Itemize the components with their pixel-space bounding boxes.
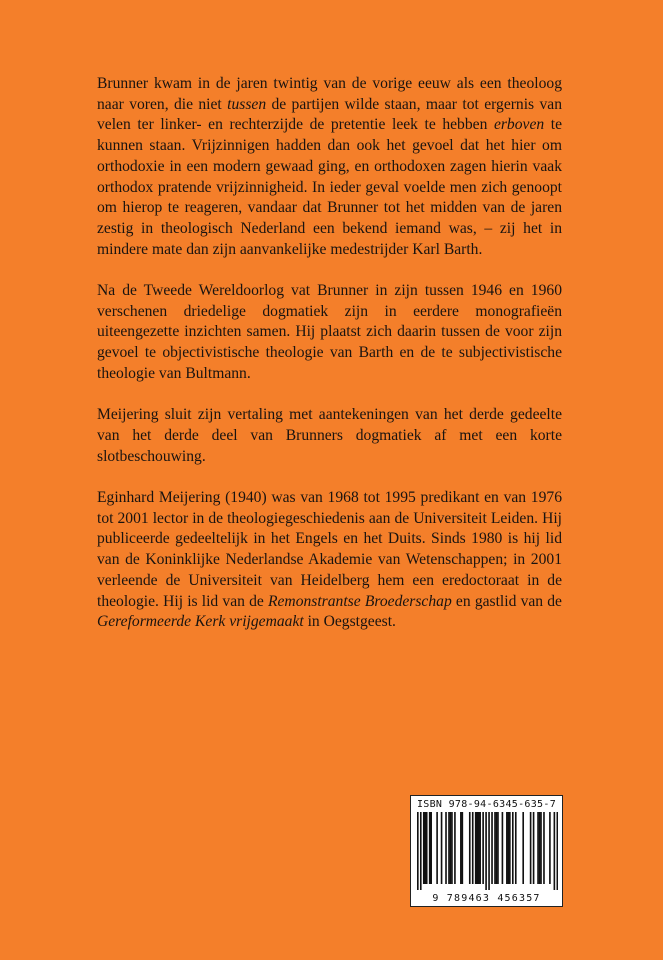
text-run: de partijen wilde staan, maar tot ergernis van velen ter linker- en rechterzijde de pretentie leek te hebben: [97, 95, 563, 134]
barcode-bar: [423, 812, 425, 884]
barcode-bar: [424, 812, 426, 884]
barcode-bar: [509, 812, 511, 884]
barcode-bar: [530, 812, 532, 884]
barcode-bar: [478, 812, 480, 884]
barcode-bar: [497, 812, 499, 884]
barcode-bar: [557, 812, 558, 890]
paragraph-2: [97, 281, 562, 385]
barcode-bar: [460, 812, 462, 884]
barcode-bar: [436, 812, 438, 884]
paragraph-1: [97, 74, 562, 260]
italic-term: Remonstrantse Broederschap: [267, 592, 452, 610]
barcode-bar: [488, 812, 490, 890]
barcode-bar: [445, 812, 447, 884]
text-run: Na de Tweede Wereldoorlog vat Brunner in zijn tussen 1946 en 1960 verschenen driedelige dogmatiek zijn in eerdere monografieën uiteengezette inzichten samen. Hij plaatst zich daarin tussen de voor zijn gevoel te objectivistische theologie van Barth en de te subjectivistische theologie van Bultmann.: [97, 282, 562, 382]
barcode-digits: 9 789463 456357: [432, 893, 541, 904]
barcode-bar: [450, 812, 452, 884]
barcode-bar: [496, 812, 498, 884]
isbn-barcode: [410, 795, 563, 907]
barcode-bar: [522, 812, 524, 884]
barcode-bar: [472, 812, 474, 884]
isbn-label: ISBN 978-94-6345-635-7: [416, 799, 557, 810]
barcode-bar: [448, 812, 450, 884]
barcode-bar: [451, 812, 453, 884]
barcode-bar: [430, 812, 432, 884]
italic-term: tussen: [227, 95, 267, 113]
blurb-text: [97, 74, 562, 654]
text-run: en gastlid van de: [451, 592, 562, 610]
barcode-bar: [441, 812, 443, 884]
barcode-bar: [482, 812, 484, 884]
barcode-bar: [512, 812, 514, 884]
barcode-bar: [475, 812, 477, 884]
barcode-bar: [494, 812, 496, 884]
italic-term: Gereformeerde Kerk vrijgemaakt: [97, 613, 304, 631]
text-run: Brunner kwam in de jaren twintig van de vorige eeuw als een theoloog naar voren, die niet: [97, 75, 562, 113]
text-run: te kunnen staan. Vrijzinnigen hadden dan ook het gevoel dat het hier om orthodoxie in een modern gewaad ging, en orthodoxen zagen hierin vaak orthodox pratende vrijzinnigheid. In ieder geval voelde men zich genoopt om hierop te reageren, vandaar dat Brunner tot het midden van de jaren zestig in theologisch Nederland een bekend iemand was, – zij het in mindere mate dan zijn aanvankelijke medestrijder Karl Barth.: [97, 116, 562, 258]
barcode-bar: [533, 812, 535, 884]
barcode-bar: [506, 812, 508, 884]
barcode-bar: [491, 812, 493, 884]
barcode-bar: [515, 812, 517, 884]
barcode-bar: [539, 812, 541, 884]
barcode-bar: [502, 812, 504, 884]
paragraph-3: [97, 405, 562, 467]
barcode-bar: [454, 812, 456, 884]
barcode-bar: [476, 812, 478, 884]
barcode-bar: [540, 812, 542, 884]
barcode-bar: [420, 812, 422, 890]
barcode-bar: [508, 812, 510, 884]
barcode-bar: [426, 812, 428, 884]
text-run: Meijering sluit zijn vertaling met aantekeningen van het derde gedeelte van het derde deel van Brunners dogmatiek af met een korte slotbeschouwing.: [97, 406, 562, 465]
barcode-bar: [417, 812, 419, 890]
text-run: in Oegstgeest.: [303, 613, 396, 631]
italic-term: erboven: [493, 116, 545, 134]
barcode-bar: [429, 812, 431, 884]
barcode-bar: [462, 812, 464, 884]
barcode-bar: [537, 812, 539, 884]
barcode-bars: [417, 812, 558, 890]
barcode-bar: [469, 812, 471, 884]
barcode-bar: [549, 812, 551, 884]
barcode-bar: [485, 812, 487, 890]
barcode-bar: [554, 812, 556, 890]
barcode-bar: [543, 812, 545, 884]
barcode-bar: [479, 812, 481, 884]
paragraph-author-bio: [97, 488, 562, 633]
text-run: Eginhard Meijering (1940) was van 1968 tot 1995 predikant en van 1976 tot 2001 lector in de theologiegeschiedenis aan de Universiteit Leiden. Hij publiceerde gedeeltelijk in het Engels en het Duits. Sinds 1980 is hij lid van de Koninklijke Nederlandse Akademie van Wetenschappen; in 2001 verleende de Universiteit van Heidelberg hem een eredoctoraat in de theologie. Hij is lid van de: [97, 489, 562, 610]
